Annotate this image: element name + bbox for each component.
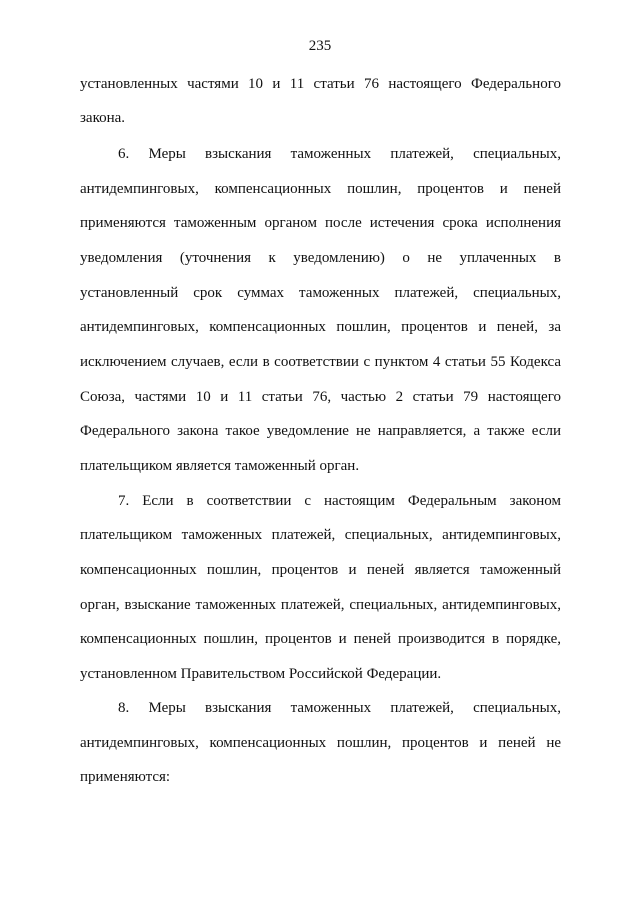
paragraph-line: компенсационных пошлин, процентов и пеней производится в порядке, [80,631,561,647]
paragraph-line: установленных частями 10 и 11 статьи 76 настоящего Федерального [80,76,561,92]
paragraph-line: установленном Правительством Российской Федерации. [80,666,442,682]
paragraph-line: антидемпинговых, компенсационных пошлин, процентов и пеней, за [80,319,561,335]
paragraph-line: применяются: [80,769,171,785]
paragraph-line: 6. Меры взыскания таможенных платежей, специальных, [118,146,561,162]
paragraph-line: Федерального закона такое уведомление не направляется, а также если [80,423,561,439]
paragraph-line: плательщиком является таможенный орган. [80,458,360,474]
paragraph-line: орган, взыскание таможенных платежей, специальных, антидемпинговых, [80,597,561,613]
paragraph-line: антидемпинговых, компенсационных пошлин, процентов и пеней не [80,735,561,751]
paragraph-line: исключением случаев, если в соответствии с пунктом 4 статьи 55 Кодекса [80,354,561,370]
paragraph-line: антидемпинговых, компенсационных пошлин, процентов и пеней [80,181,561,197]
page-number: 235 [308,38,332,54]
paragraph-line: 8. Меры взыскания таможенных платежей, специальных, [118,700,561,716]
paragraph-line: установленный срок суммах таможенных платежей, специальных, [80,285,561,301]
paragraph-line: закона. [80,110,126,126]
paragraph-line: 7. Если в соответствии с настоящим Федеральным законом [118,493,561,509]
paragraph-line: компенсационных пошлин, процентов и пеней является таможенный [80,562,561,578]
paragraph-line: уведомления (уточнения к уведомлению) о не уплаченных в [80,250,561,266]
paragraph-line: применяются таможенным органом после истечения срока исполнения [80,215,561,231]
paragraph-line: Союза, частями 10 и 11 статьи 76, частью 2 статьи 79 настоящего [80,389,561,405]
paragraph-line: плательщиком таможенных платежей, специальных, антидемпинговых, [80,527,561,543]
